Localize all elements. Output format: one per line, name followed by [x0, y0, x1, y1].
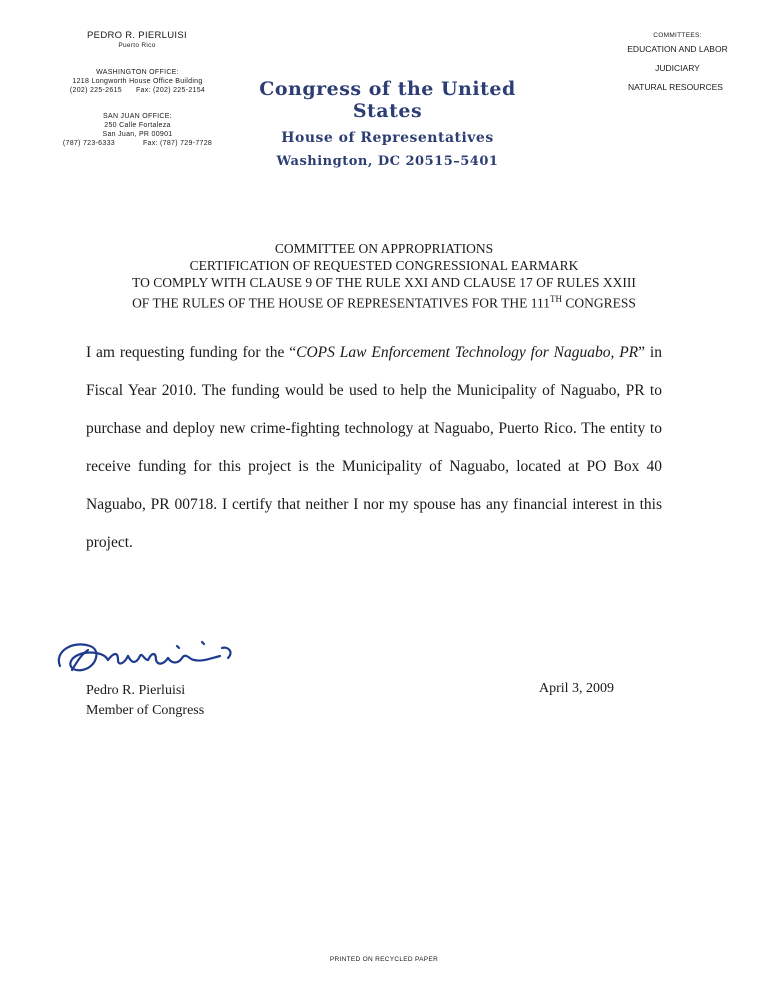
certification-title — [60, 240, 708, 312]
house-title: House of Representatives — [281, 130, 494, 146]
title-line-1: COMMITTEE ON APPROPRIATIONS — [274, 241, 494, 256]
san-juan-fax: Fax: (787) 729-7728 — [142, 140, 213, 147]
member-name: PEDRO R. PIERLUISI — [87, 30, 187, 41]
signer-block — [86, 681, 204, 721]
washington-fax: Fax: (202) 225-2154 — [135, 87, 206, 94]
request-paragraph — [86, 334, 662, 562]
title-line-4: OF THE RULES OF THE HOUSE OF REPRESENTATIVES FOR THE 111 — [132, 295, 551, 311]
title-line-2: CERTIFICATION OF REQUESTED CONGRESSIONAL EARMARK — [189, 258, 579, 273]
member-letterhead — [52, 30, 222, 49]
recycled-paper-note: PRINTED ON RECYCLED PAPER — [329, 956, 439, 963]
san-juan-phone: (787) 723-6333 — [62, 140, 115, 147]
committee-judiciary: JUDICIARY — [655, 63, 700, 73]
letter-date: April 3, 2009 — [539, 681, 615, 696]
san-juan-address-line2: San Juan, PR 00901 — [102, 131, 173, 138]
title-line-4-end: CONGRESS — [562, 295, 636, 311]
signer-name: Pedro R. Pierluisi — [86, 683, 186, 698]
member-region: Puerto Rico — [118, 42, 156, 49]
committee-natural-resources: NATURAL RESOURCES — [628, 82, 723, 92]
title-line-3: TO COMPLY WITH CLAUSE 9 OF THE RULE XXI AND CLAUSE 17 OF RULES XXIII — [132, 275, 636, 290]
signature-image — [52, 630, 242, 680]
body-lead: I am requesting funding for the “ — [86, 344, 297, 361]
washington-office-block — [40, 68, 235, 95]
committees-block — [600, 32, 755, 92]
san-juan-address-line1: 250 Calle Fortaleza — [104, 122, 171, 129]
washington-office-address: 1218 Longworth House Office Building — [72, 78, 203, 85]
signer-title: Member of Congress — [86, 703, 205, 718]
congress-title: Congress of the United States — [259, 78, 516, 122]
committee-education-labor: EDUCATION AND LABOR — [627, 44, 728, 54]
washington-address: Washington, DC 20515–5401 — [276, 154, 499, 169]
congress-letterhead — [225, 78, 550, 169]
body-rest: ” in Fiscal Year 2010. The funding would be used to help the Municipality of Naguabo, PR to purchase and deploy new crime-fighting technology at Naguabo, Puerto Rico. The entity to receive funding for this project is the Municipality of Naguabo, located at PO Box 40 Naguabo, PR 00718. I certify that neither I nor my spouse has any financial interest in this project. — [86, 344, 662, 551]
san-juan-office-block — [40, 112, 235, 148]
title-superscript: TH — [550, 294, 563, 304]
committees-label: COMMITTEES: — [653, 32, 702, 39]
san-juan-office-label: SAN JUAN OFFICE: — [103, 113, 172, 120]
project-name: COPS Law Enforcement Technology for Naguabo, PR — [296, 344, 639, 361]
washington-phone: (202) 225-2615 — [69, 87, 122, 94]
washington-office-label: WASHINGTON OFFICE: — [96, 69, 179, 76]
